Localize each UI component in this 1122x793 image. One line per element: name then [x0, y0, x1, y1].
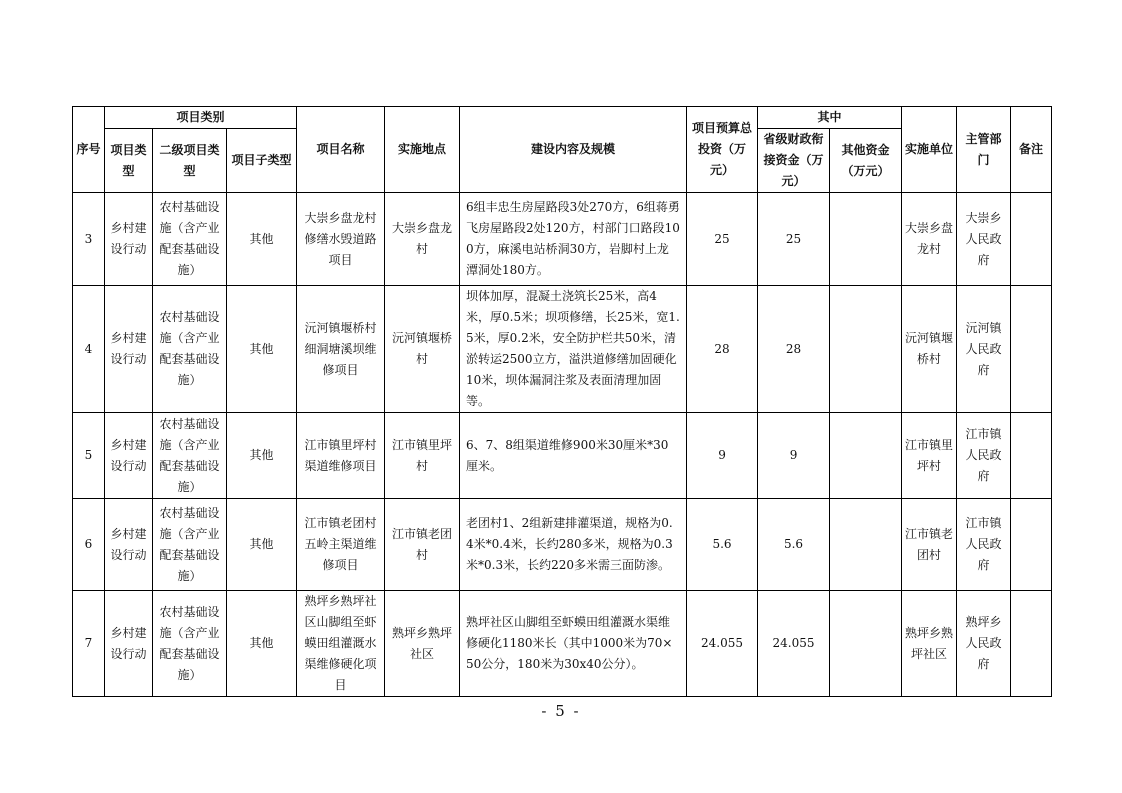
- header-content: 建设内容及规模: [460, 107, 687, 193]
- cell-other: [830, 286, 902, 413]
- cell-name: 大崇乡盘龙村修缮水毁道路项目: [297, 193, 385, 286]
- cell-subtype2: 农村基础设施（含产业配套基础设施）: [153, 286, 227, 413]
- cell-dept: 江市镇人民政府: [957, 499, 1011, 591]
- cell-dept: 大崇乡人民政府: [957, 193, 1011, 286]
- header-category-group: 项目类别: [105, 107, 297, 129]
- header-dept: 主管部门: [957, 107, 1011, 193]
- cell-subtype: 其他: [227, 591, 297, 697]
- header-seq: 序号: [73, 107, 105, 193]
- cell-other: [830, 591, 902, 697]
- cell-type: 乡村建设行动: [105, 413, 153, 499]
- cell-unit: 沅河镇堰桥村: [902, 286, 957, 413]
- cell-subtype: 其他: [227, 193, 297, 286]
- table-row: [73, 591, 1052, 697]
- cell-provincial: 9: [758, 413, 830, 499]
- table-row: [73, 413, 1052, 499]
- cell-content: 老团村1、2组新建排灌渠道，规格为0.4米*0.4米，长约280多米，规格为0.3米*0.3米，长约220多米需三面防渗。: [460, 499, 687, 591]
- cell-provincial: 5.6: [758, 499, 830, 591]
- cell-seq: 5: [73, 413, 105, 499]
- cell-content: 熟坪社区山脚组至虾蟆田组灌溉水渠维修硬化1180米长（其中1000米为70×50公分，180米为30x40公分）。: [460, 591, 687, 697]
- cell-unit: 大崇乡盘龙村: [902, 193, 957, 286]
- cell-budget: 5.6: [687, 499, 758, 591]
- cell-provincial: 28: [758, 286, 830, 413]
- cell-unit: 江市镇里坪村: [902, 413, 957, 499]
- cell-subtype: 其他: [227, 499, 297, 591]
- header-budget: 项目预算总投资（万元）: [687, 107, 758, 193]
- table-row: [73, 499, 1052, 591]
- cell-name: 江市镇里坪村渠道维修项目: [297, 413, 385, 499]
- cell-budget: 28: [687, 286, 758, 413]
- cell-dept: 熟坪乡人民政府: [957, 591, 1011, 697]
- cell-other: [830, 499, 902, 591]
- cell-location: 沅河镇堰桥村: [385, 286, 460, 413]
- table-row: [73, 286, 1052, 413]
- cell-remark: [1011, 499, 1052, 591]
- cell-subtype2: 农村基础设施（含产业配套基础设施）: [153, 499, 227, 591]
- cell-seq: 3: [73, 193, 105, 286]
- cell-name: 江市镇老团村五岭主渠道维修项目: [297, 499, 385, 591]
- cell-unit: 江市镇老团村: [902, 499, 957, 591]
- cell-content: 6、7、8组渠道维修900米30厘米*30厘米。: [460, 413, 687, 499]
- page-number: - 5 -: [541, 702, 581, 720]
- cell-seq: 6: [73, 499, 105, 591]
- cell-name: 熟坪乡熟坪社区山脚组至虾蟆田组灌溉水渠维修硬化项目: [297, 591, 385, 697]
- cell-dept: 江市镇人民政府: [957, 413, 1011, 499]
- cell-type: 乡村建设行动: [105, 193, 153, 286]
- cell-location: 江市镇老团村: [385, 499, 460, 591]
- cell-subtype: 其他: [227, 286, 297, 413]
- cell-location: 熟坪乡熟坪社区: [385, 591, 460, 697]
- cell-remark: [1011, 413, 1052, 499]
- header-among-group: 其中: [758, 107, 902, 129]
- cell-seq: 4: [73, 286, 105, 413]
- cell-seq: 7: [73, 591, 105, 697]
- cell-type: 乡村建设行动: [105, 286, 153, 413]
- cell-remark: [1011, 193, 1052, 286]
- header-subtype2: 二级项目类型: [153, 129, 227, 193]
- cell-content: 6组丰忠生房屋路段3处270方，6组蒋勇飞房屋路段2处120方，村部门口路段100方，麻溪电站桥洞30方，岩脚村上龙潭洞处180方。: [460, 193, 687, 286]
- table-row: [73, 193, 1052, 286]
- header-remark: 备注: [1011, 107, 1052, 193]
- cell-subtype2: 农村基础设施（含产业配套基础设施）: [153, 193, 227, 286]
- cell-other: [830, 193, 902, 286]
- cell-type: 乡村建设行动: [105, 591, 153, 697]
- cell-name: 沅河镇堰桥村细洞塘溪坝维修项目: [297, 286, 385, 413]
- header-provincial: 省级财政衔接资金（万元）: [758, 129, 830, 193]
- cell-provincial: 25: [758, 193, 830, 286]
- cell-remark: [1011, 286, 1052, 413]
- cell-content: 坝体加厚，混凝土浇筑长25米，高4米，厚0.5米；坝项修缮，长25米，宽1.5米，厚0.2米，安全防护栏共50米，清淤转运2500立方，溢洪道修缮加固硬化10米，坝体漏洞注浆及表面清理加固等。: [460, 286, 687, 413]
- cell-remark: [1011, 591, 1052, 697]
- cell-dept: 沅河镇人民政府: [957, 286, 1011, 413]
- cell-other: [830, 413, 902, 499]
- cell-location: 江市镇里坪村: [385, 413, 460, 499]
- cell-location: 大崇乡盘龙村: [385, 193, 460, 286]
- cell-unit: 熟坪乡熟坪社区: [902, 591, 957, 697]
- cell-type: 乡村建设行动: [105, 499, 153, 591]
- header-name: 项目名称: [297, 107, 385, 193]
- cell-subtype2: 农村基础设施（含产业配套基础设施）: [153, 591, 227, 697]
- project-table: [72, 106, 1052, 697]
- cell-subtype2: 农村基础设施（含产业配套基础设施）: [153, 413, 227, 499]
- header-unit: 实施单位: [902, 107, 957, 193]
- cell-budget: 25: [687, 193, 758, 286]
- header-type: 项目类型: [105, 129, 153, 193]
- cell-subtype: 其他: [227, 413, 297, 499]
- cell-provincial: 24.055: [758, 591, 830, 697]
- cell-budget: 24.055: [687, 591, 758, 697]
- cell-budget: 9: [687, 413, 758, 499]
- header-location: 实施地点: [385, 107, 460, 193]
- header-other: 其他资金（万元）: [830, 129, 902, 193]
- header-subtype: 项目子类型: [227, 129, 297, 193]
